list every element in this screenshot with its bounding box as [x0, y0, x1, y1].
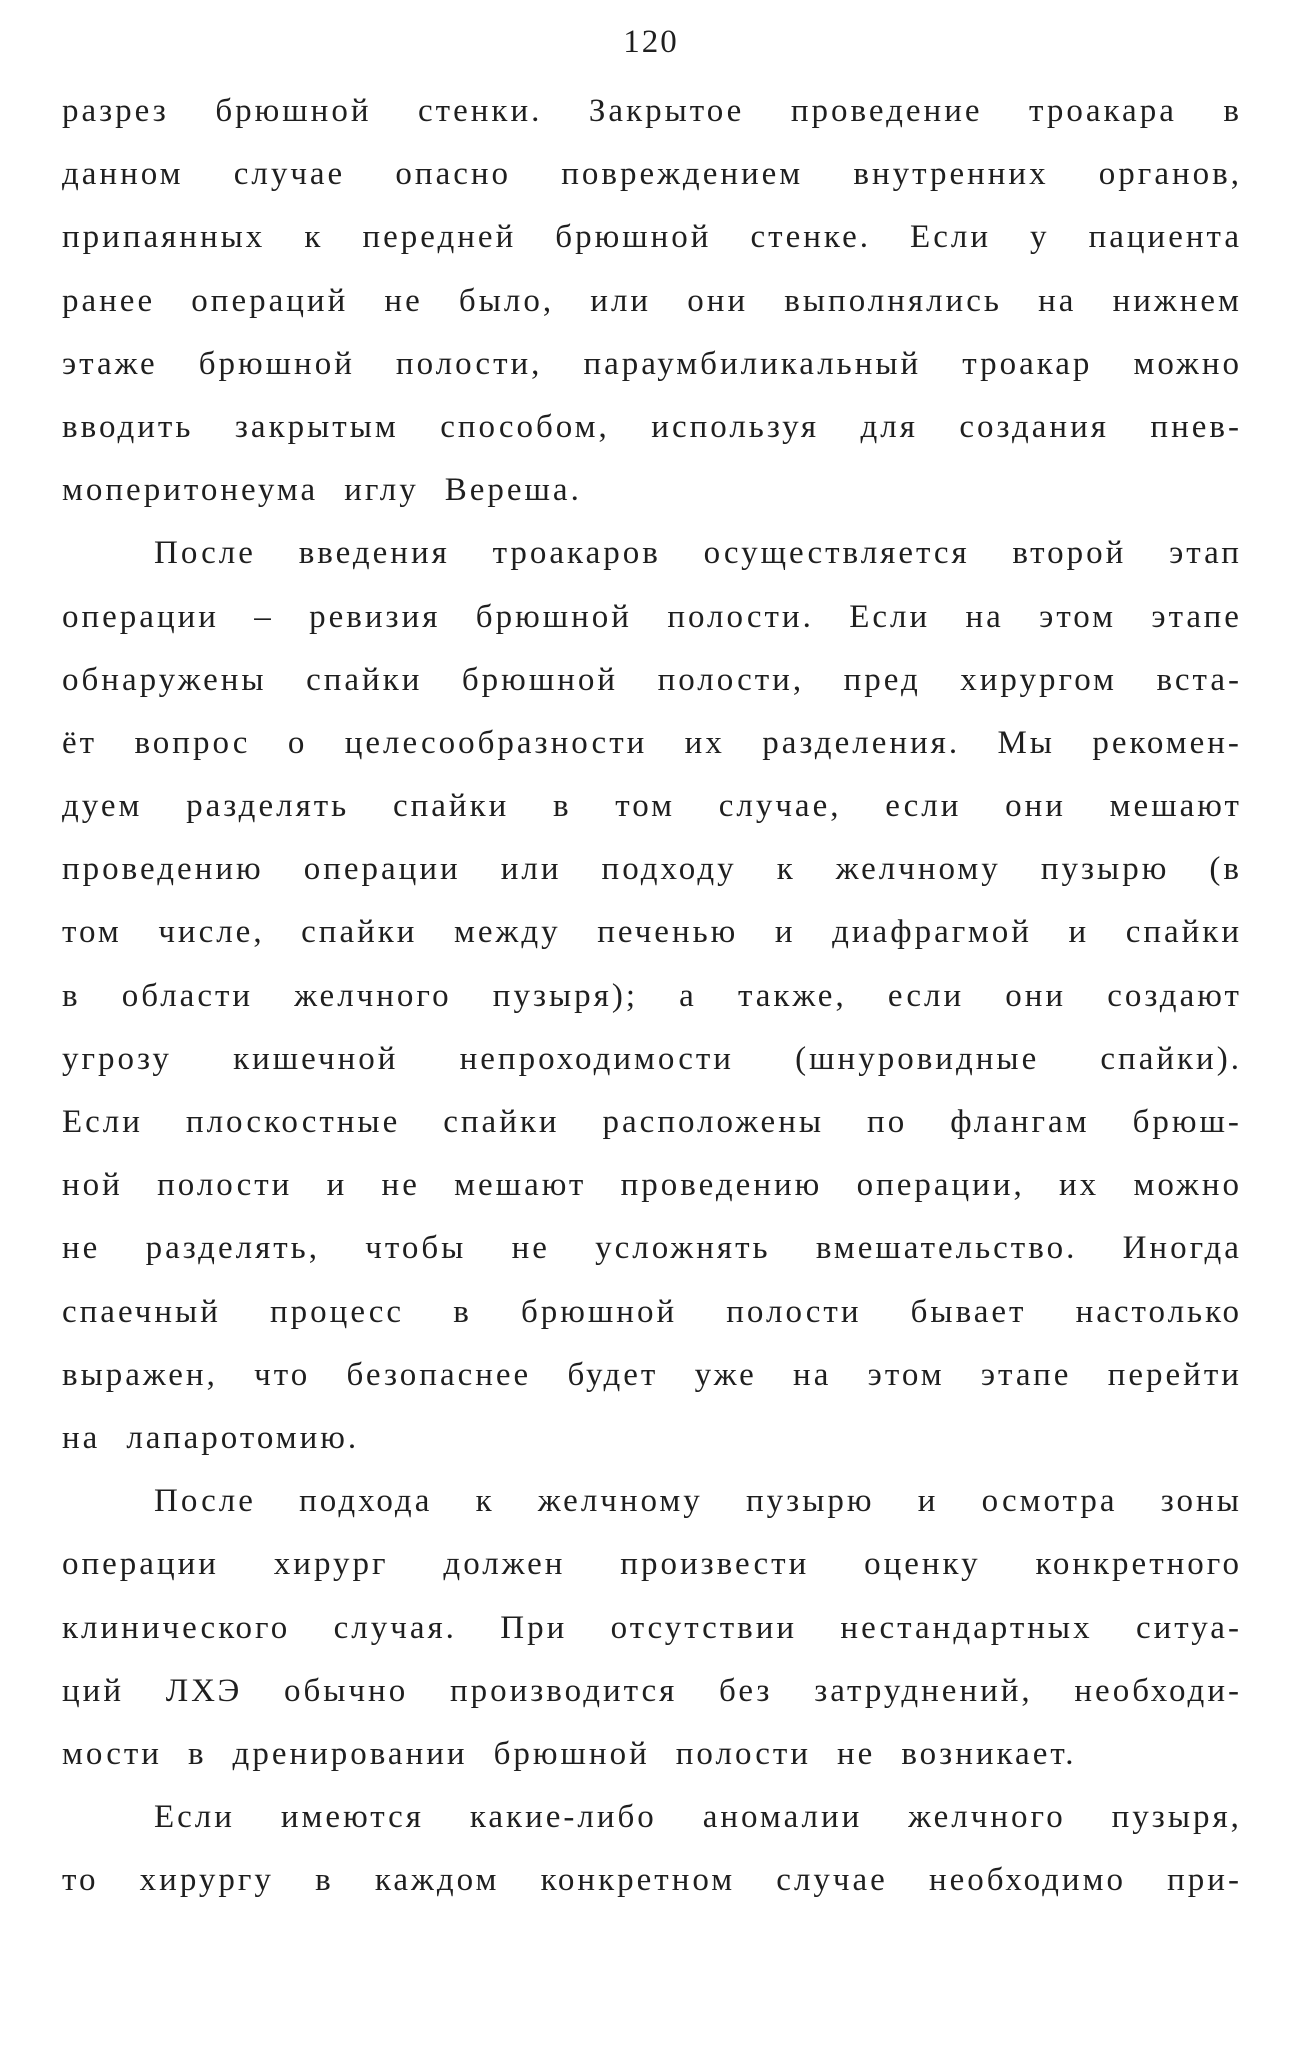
- word: полости,: [395, 345, 543, 382]
- word: стенке.: [750, 219, 871, 256]
- text-line: [62, 649, 1242, 712]
- word: конкретного: [1035, 1546, 1242, 1583]
- word: спаечный: [62, 1293, 221, 1330]
- text-line: [62, 1849, 1242, 1912]
- word: способом,: [440, 408, 610, 445]
- word: при-: [1167, 1862, 1242, 1899]
- word: После: [154, 1483, 256, 1520]
- word: проведению: [620, 1167, 823, 1204]
- word: (шнуровидные: [795, 1040, 1040, 1077]
- word: мешают: [454, 1167, 587, 1204]
- text-line: [62, 459, 1242, 522]
- word: оценку: [864, 1546, 981, 1583]
- word: затруднений,: [814, 1672, 1033, 1709]
- word: брюшной: [493, 1735, 650, 1772]
- word: чтобы: [365, 1230, 467, 1267]
- word: вопрос: [134, 724, 251, 761]
- word: моперитонеума: [62, 472, 319, 509]
- word: иглу: [344, 472, 419, 509]
- word: введения: [298, 535, 450, 572]
- word: (в: [1209, 851, 1242, 888]
- word: какие-либо: [469, 1799, 657, 1836]
- word: области: [121, 977, 254, 1014]
- word: проведению: [62, 851, 264, 888]
- word: передней: [362, 219, 517, 256]
- word: Если: [154, 1799, 235, 1836]
- word: этаже: [62, 345, 158, 382]
- word: выполнялись: [784, 282, 1002, 319]
- word: будет: [567, 1356, 659, 1393]
- text-line: [62, 1407, 1242, 1470]
- word: При: [500, 1609, 568, 1646]
- word: желчному: [537, 1483, 703, 1520]
- word: троакара: [1029, 93, 1177, 129]
- word: том: [615, 788, 676, 825]
- word: отсутствии: [610, 1609, 798, 1646]
- word: осуществляется: [703, 535, 970, 572]
- word: возникает.: [901, 1735, 1077, 1772]
- word: хирург: [273, 1546, 389, 1583]
- word: имеются: [280, 1799, 424, 1836]
- word: операции,: [856, 1167, 1025, 1204]
- word: брюшной: [198, 345, 355, 382]
- text-line: [62, 1597, 1242, 1660]
- word: полости: [157, 1167, 293, 1204]
- text-line: [62, 1786, 1242, 1849]
- word: флангам: [950, 1104, 1090, 1140]
- text-line: [62, 1533, 1242, 1596]
- text-line: [62, 333, 1242, 396]
- word: в: [62, 977, 81, 1014]
- word: вмешательство.: [815, 1230, 1078, 1267]
- word: операции: [303, 851, 461, 888]
- word: бывает: [910, 1293, 1027, 1330]
- word: также,: [737, 977, 847, 1014]
- word: и: [1068, 914, 1090, 951]
- word: на: [965, 598, 1004, 635]
- word: необходи-: [1074, 1672, 1242, 1709]
- word: осмотра: [981, 1483, 1118, 1520]
- word: этапе: [980, 1356, 1072, 1393]
- word: и: [917, 1483, 939, 1520]
- word: и: [774, 914, 796, 951]
- word: полости.: [667, 598, 814, 635]
- word: к: [304, 219, 324, 256]
- word: настолько: [1075, 1293, 1242, 1330]
- text-line: [62, 1281, 1242, 1344]
- word: этапе: [1151, 598, 1242, 635]
- word: расположены: [602, 1104, 825, 1140]
- text-line: [62, 1470, 1242, 1533]
- word: на: [1038, 282, 1077, 319]
- word: нестандартных: [840, 1609, 1093, 1646]
- word: в: [187, 1735, 207, 1772]
- word: вводить: [62, 408, 194, 445]
- word: что: [254, 1356, 311, 1393]
- word: лапаротомию.: [126, 1419, 360, 1456]
- word: параумбиликальный: [583, 345, 922, 382]
- word: если: [887, 977, 965, 1014]
- word: без: [719, 1672, 773, 1709]
- word: дренировании: [232, 1735, 468, 1772]
- word: спайки: [392, 788, 510, 825]
- word: нижнем: [1112, 282, 1242, 319]
- word: этом: [1039, 598, 1117, 635]
- text-line: [62, 838, 1242, 901]
- word: на: [793, 1356, 832, 1393]
- word: обычно: [284, 1672, 409, 1709]
- word: создания: [959, 408, 1109, 445]
- word: угрозу: [62, 1040, 172, 1077]
- word: уже: [694, 1356, 757, 1393]
- word: операции: [62, 598, 219, 635]
- word: в: [552, 788, 572, 825]
- text-line: [62, 1028, 1242, 1091]
- word: спайки).: [1100, 1040, 1242, 1077]
- word: между: [454, 914, 561, 951]
- word: желчного: [908, 1799, 1066, 1836]
- word: используя: [651, 408, 820, 445]
- word: пациента: [1088, 219, 1242, 256]
- page-number: 120: [623, 24, 679, 60]
- word: пузырю: [1040, 851, 1170, 888]
- word: брюшной: [555, 219, 712, 256]
- word: обнаружены: [62, 661, 267, 698]
- word: случае: [776, 1862, 888, 1899]
- word: проведение: [790, 93, 983, 129]
- word: ревизия: [309, 598, 441, 635]
- word: Если: [849, 598, 931, 635]
- text-line: [62, 965, 1242, 1028]
- text-line: [62, 1660, 1242, 1723]
- word: пузыря,: [1111, 1799, 1242, 1836]
- word: они: [1005, 977, 1067, 1014]
- word: пузыря);: [492, 977, 638, 1014]
- text-line: [62, 586, 1242, 649]
- word: желчному: [835, 851, 1001, 888]
- word: по: [867, 1104, 908, 1140]
- word: полости: [675, 1735, 811, 1772]
- word: пред: [843, 661, 921, 698]
- text-line: [62, 270, 1242, 333]
- word: зоны: [1160, 1483, 1242, 1520]
- word: рекомен-: [1092, 724, 1242, 761]
- word: конкретном: [540, 1862, 736, 1899]
- word: брюш-: [1132, 1104, 1242, 1140]
- word: спайки: [301, 914, 418, 951]
- word: создают: [1107, 977, 1242, 1014]
- word: печенью: [597, 914, 739, 951]
- word: то: [62, 1862, 99, 1899]
- word: случая.: [333, 1609, 457, 1646]
- word: можно: [1133, 1167, 1242, 1204]
- word: ранее: [62, 282, 156, 319]
- text-line: [62, 396, 1242, 459]
- word: мешают: [1109, 788, 1242, 825]
- word: не: [384, 282, 423, 319]
- word: брюшной: [520, 1293, 678, 1330]
- text-line: [62, 1723, 1242, 1786]
- word: полости,: [657, 661, 805, 698]
- word: или: [590, 282, 652, 319]
- word: должен: [443, 1546, 566, 1583]
- word: перейти: [1107, 1356, 1242, 1393]
- word: полости: [726, 1293, 862, 1330]
- word: закрытым: [234, 408, 399, 445]
- text-line: [62, 712, 1242, 775]
- word: второй: [1012, 535, 1127, 572]
- paragraph: [62, 522, 1242, 1470]
- word: числе,: [158, 914, 265, 951]
- word: –: [254, 598, 274, 635]
- word: а: [679, 977, 697, 1014]
- word: ной: [62, 1167, 123, 1204]
- word: припаянных: [62, 219, 266, 256]
- word: пнев-: [1150, 408, 1242, 445]
- word: процесс: [270, 1293, 405, 1330]
- word: дуем: [62, 788, 143, 825]
- paragraph: [62, 1470, 1242, 1786]
- word: можно: [1133, 345, 1242, 382]
- word: вста-: [1156, 661, 1242, 698]
- word: пузырю: [746, 1483, 875, 1520]
- word: не: [837, 1735, 876, 1772]
- word: Иногда: [1122, 1230, 1242, 1267]
- word: разделять: [186, 788, 350, 825]
- word: спайки: [443, 1104, 560, 1140]
- word: разделять,: [145, 1230, 320, 1267]
- word: и: [326, 1167, 348, 1204]
- word: После: [154, 535, 256, 572]
- word: брюшной: [461, 661, 619, 698]
- text-line: [62, 143, 1242, 206]
- text-body: [62, 80, 1242, 1912]
- word: случае: [233, 156, 346, 193]
- word: для: [860, 408, 918, 445]
- word: органов,: [1098, 156, 1242, 193]
- word: хирургу: [139, 1862, 274, 1899]
- word: троакар: [962, 345, 1093, 382]
- word: на: [62, 1419, 101, 1456]
- word: Вереша.: [444, 472, 582, 509]
- word: этом: [867, 1356, 945, 1393]
- word: случае,: [718, 788, 842, 825]
- word: не: [62, 1230, 101, 1267]
- word: ций: [62, 1672, 124, 1709]
- word: усложнять: [595, 1230, 771, 1267]
- word: не: [511, 1230, 550, 1267]
- word: выражен,: [62, 1356, 218, 1393]
- word: безопаснее: [346, 1356, 532, 1393]
- word: троакаров: [492, 535, 661, 572]
- word: не: [381, 1167, 420, 1204]
- word: спайки: [1125, 914, 1242, 951]
- word: Мы: [997, 724, 1055, 761]
- word: хирургом: [960, 661, 1117, 698]
- word: желчного: [294, 977, 452, 1014]
- word: производится: [449, 1672, 678, 1709]
- text-line: [62, 1344, 1242, 1407]
- word: ЛХЭ: [165, 1672, 243, 1709]
- text-line: [62, 1091, 1242, 1154]
- word: целесообразности: [344, 724, 648, 761]
- word: подхода: [299, 1483, 433, 1520]
- word: о: [287, 724, 308, 761]
- text-line: [62, 206, 1242, 269]
- word: плоскостные: [185, 1104, 401, 1140]
- word: их: [1059, 1167, 1100, 1204]
- word: необходимо: [928, 1862, 1126, 1899]
- paragraph: [62, 80, 1242, 522]
- word: непроходимости: [459, 1040, 734, 1077]
- word: операций: [191, 282, 349, 319]
- word: брюшной: [475, 598, 632, 635]
- word: операции: [62, 1546, 219, 1583]
- text-line: [62, 775, 1242, 838]
- word: клинического: [62, 1609, 291, 1646]
- word: или: [500, 851, 562, 888]
- text-line: [62, 80, 1242, 143]
- text-line: [62, 522, 1242, 585]
- word: они: [687, 282, 749, 319]
- word: в: [315, 1862, 334, 1899]
- word: аномалии: [702, 1799, 863, 1836]
- text-line: [62, 1154, 1242, 1217]
- word: к: [475, 1483, 495, 1520]
- word: каждом: [374, 1862, 500, 1899]
- word: мости: [62, 1735, 162, 1772]
- text-line: [62, 1217, 1242, 1280]
- word: спайки: [306, 661, 423, 698]
- word: ситуа-: [1135, 1609, 1242, 1646]
- word: данном: [62, 156, 184, 193]
- word: в: [453, 1293, 472, 1330]
- word: к: [776, 851, 796, 888]
- word: Закрытое: [588, 93, 745, 129]
- word: том: [62, 914, 122, 951]
- word: Если: [62, 1104, 143, 1140]
- word: они: [1005, 788, 1066, 825]
- word: если: [885, 788, 962, 825]
- word: было,: [458, 282, 555, 319]
- word: повреждением: [561, 156, 804, 193]
- word: в: [1223, 93, 1242, 129]
- word: подходу: [601, 851, 737, 888]
- word: произвести: [620, 1546, 810, 1583]
- word: внутренних: [853, 156, 1049, 193]
- word: брюшной: [215, 93, 372, 129]
- word: Если: [910, 219, 991, 256]
- word: разделения.: [762, 724, 961, 761]
- word: у: [1030, 219, 1050, 256]
- text-line: [62, 901, 1242, 964]
- word: кишечной: [233, 1040, 399, 1077]
- paragraph: [62, 1786, 1242, 1912]
- word: их: [684, 724, 725, 761]
- word: этап: [1169, 535, 1242, 572]
- word: разрез: [62, 93, 169, 129]
- word: стенки.: [418, 93, 543, 129]
- word: ёт: [62, 724, 98, 761]
- word: диафрагмой: [832, 914, 1032, 951]
- word: опасно: [395, 156, 512, 193]
